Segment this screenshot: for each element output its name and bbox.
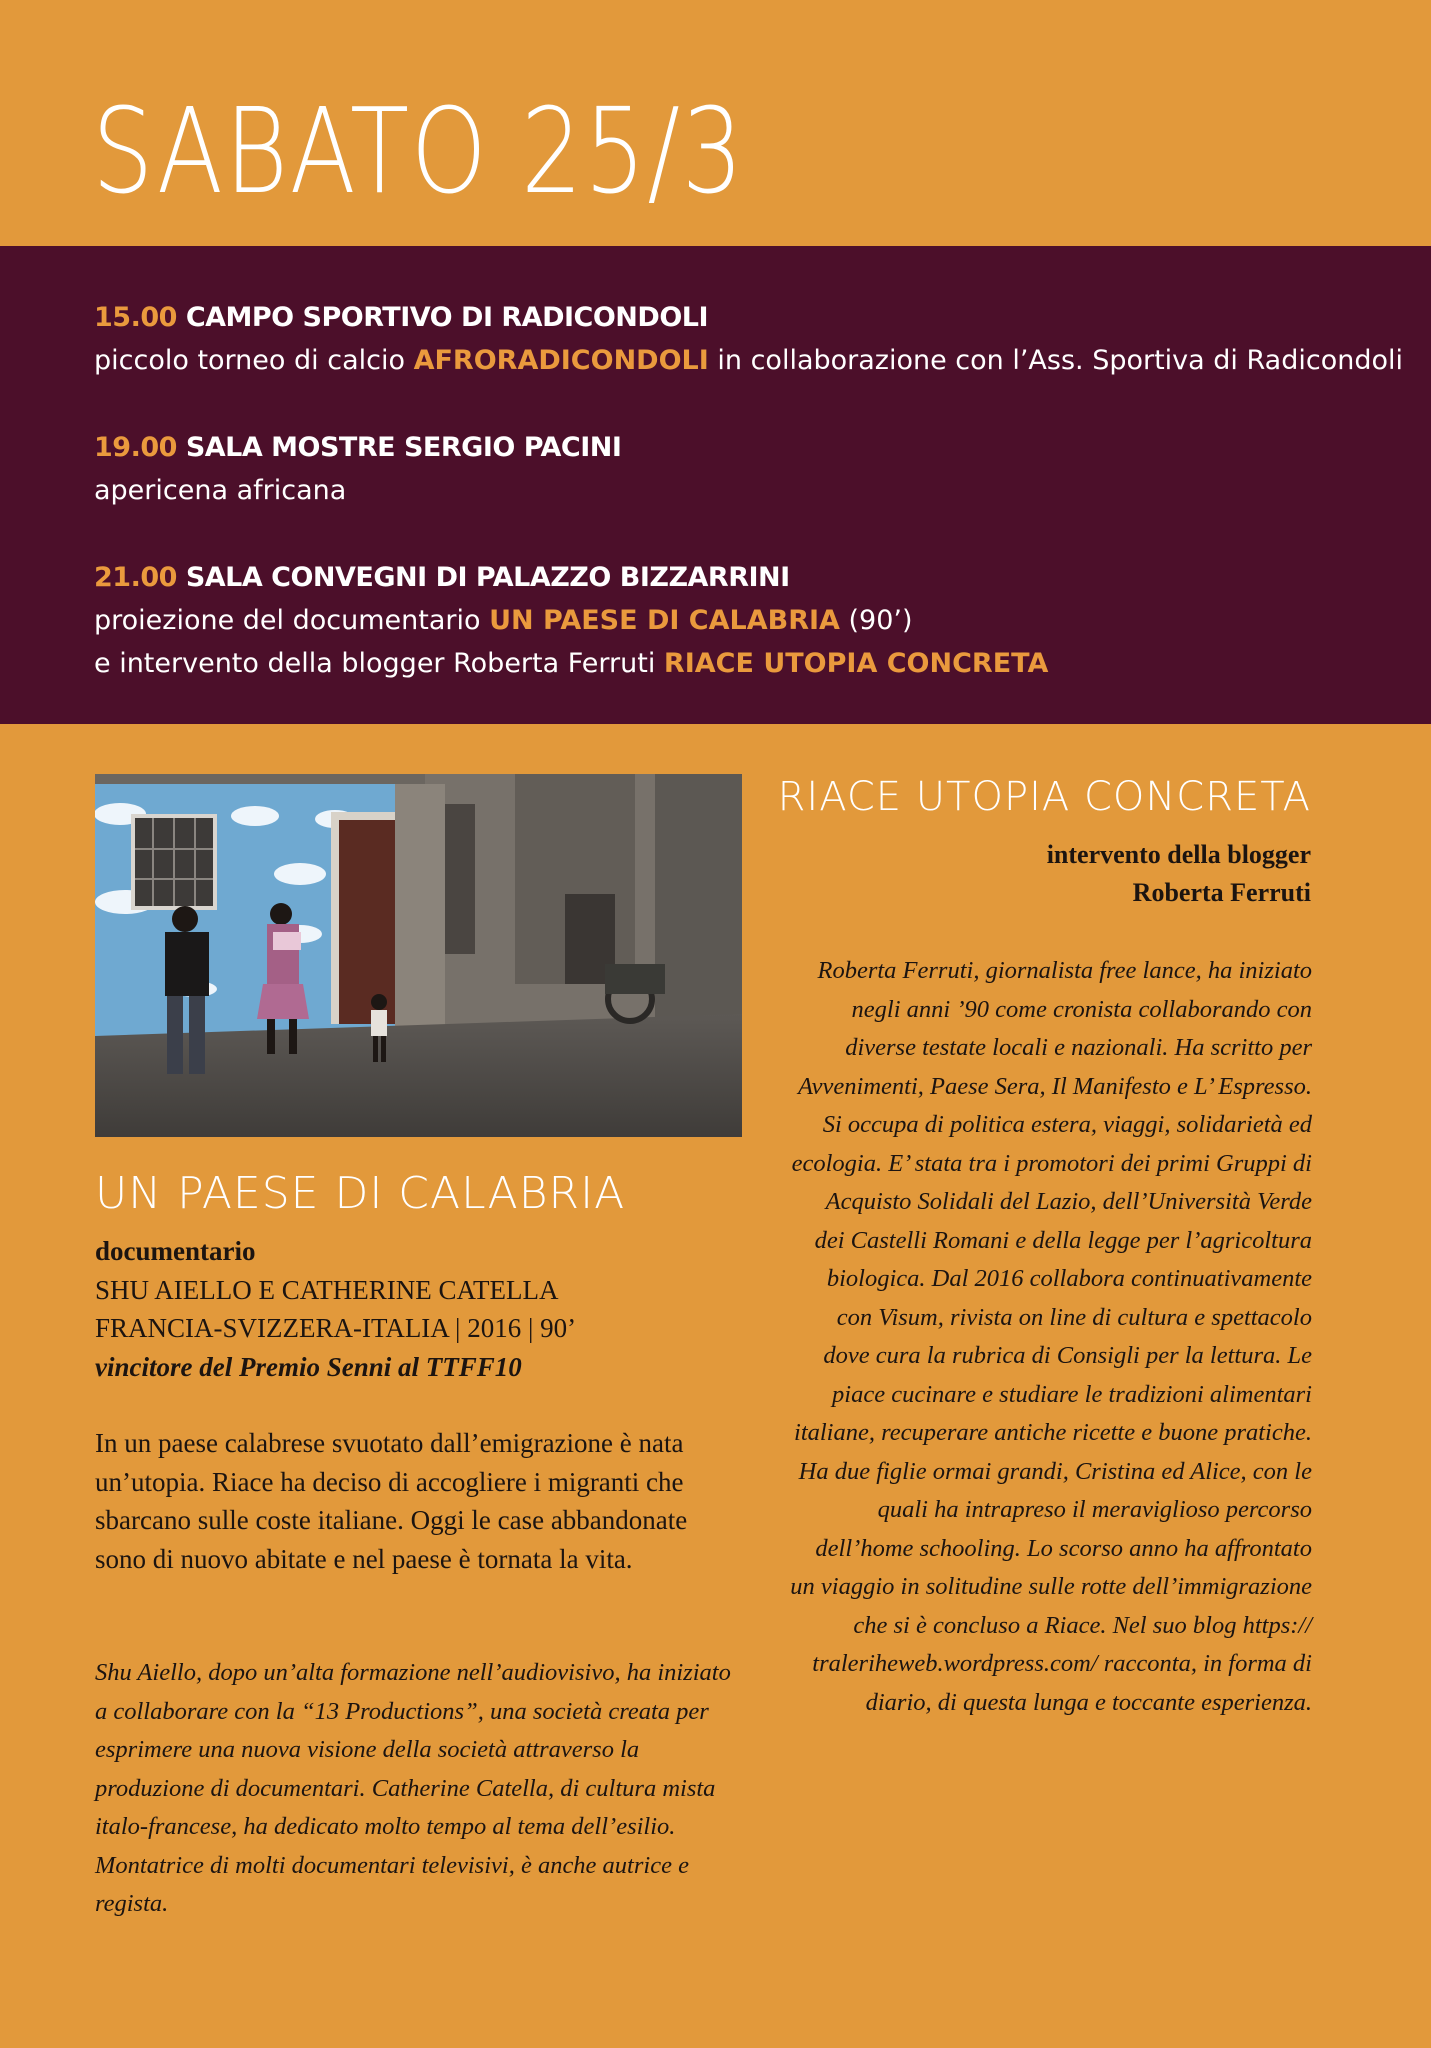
film-kind: documentario <box>95 1236 256 1266</box>
event-2-place: SALA MOSTRE SERGIO PACINI <box>185 432 622 463</box>
event-1 <box>94 296 1403 382</box>
blog-subtitle-line-2: Roberta Ferruti <box>1132 878 1311 907</box>
event-2-heading <box>94 426 621 469</box>
event-1-place: CAMPO SPORTIVO DI RADICONDOLI <box>185 302 709 333</box>
event-1-description <box>94 339 1403 382</box>
page-title: SABATO 25/3 <box>92 82 745 220</box>
blog-title: RIACE UTOPIA CONCRETA <box>777 774 1311 820</box>
film-authors: SHU AIELLO E CATHERINE CATELLA <box>95 1274 559 1305</box>
street-scene-illustration <box>95 774 742 1137</box>
film-production: FRANCIA-SVIZZERA-ITALIA | 2016 | 90’ <box>95 1313 577 1343</box>
event-3-desc-text-2: e intervento della blogger Roberta Ferruti <box>94 648 664 679</box>
film-award: vincitore del Premio Senni al TTFF10 <box>95 1351 522 1382</box>
event-1-time: 15.00 <box>94 302 177 333</box>
blog-subtitle-line-1: intervento della blogger <box>1046 840 1311 869</box>
event-3-heading <box>94 556 1048 599</box>
event-3-description-line-1 <box>94 599 1048 642</box>
film-meta <box>95 1232 735 1386</box>
event-3-desc-text: proiezione del documentario <box>94 605 490 636</box>
event-3-highlight-film: UN PAESE DI CALABRIA <box>489 605 840 636</box>
event-1-desc-text-post: in collaborazione con l’Ass. Sportiva di Radicondoli <box>708 345 1404 376</box>
event-2 <box>94 426 621 512</box>
film-still-photo <box>95 774 742 1137</box>
event-3-time: 21.00 <box>94 562 177 593</box>
event-1-desc-text: piccolo torneo di calcio <box>94 345 414 376</box>
blog-subtitle <box>791 836 1311 912</box>
events-band <box>0 246 1431 724</box>
film-title: UN PAESE DI CALABRIA <box>95 1168 626 1219</box>
event-2-time: 19.00 <box>94 432 177 463</box>
event-1-heading <box>94 296 1403 339</box>
event-2-description: apericena africana <box>94 475 347 506</box>
event-3-desc-duration: (90’) <box>839 605 913 636</box>
event-3-description-line-2 <box>94 642 1048 685</box>
event-3-highlight-blog: RIACE UTOPIA CONCRETA <box>663 648 1049 679</box>
film-authors-bio: Shu Aiello, dopo un’alta formazione nell’audiovisivo, ha iniziato a collaborare con la “13 Productions”, una società creata per esprimere una nuova visione della società attraverso la produzione di documentari. Catherine Catella, di cultura mista italo-francese, ha dedicato molto tempo al tema dell’esilio. Montatrice di molti documentari televisivi, è anche autrice e regista. <box>95 1659 731 1917</box>
header <box>0 0 1431 246</box>
event-3 <box>94 556 1048 685</box>
blogger-bio: Roberta Ferruti, giornalista free lance, ha iniziato negli anni ’90 come cronista collaborando con diverse testate locali e nazionali. Ha scritto per Avvenimenti, Paese Sera, Il Manifesto e L’ Espresso. Si occupa di politica estera, viaggi, solidarietà ed ecologia. E’ stata tra i promotori dei primi Gruppi di Acquisto Solidali del Lazio, dell’Università Verde dei Castelli Romani e della legge per l’agricoltura biologica. Dal 2016 collabora continuativamente con Visum, rivista on line di cultura e spettacolo dove cura la rubrica di Consigli per la lettura. Le piace cucinare e studiare le tradizioni alimentari italiane, recuperare antiche ricette e buone pratiche. Ha due figlie ormai grandi, Cristina ed Alice, con le quali ha intrapreso il meraviglioso percorso dell’home schooling. Lo scorso anno ha affrontato un viaggio in solitudine sulle rotte dell’immigrazione che si è concluso a Riace. Nel suo blog https:// traleriheweb.wordpress.com/ racconta, in forma di diario, di questa lunga e toccante esperienza. <box>790 957 1312 1716</box>
film-synopsis: In un paese calabrese svuotato dall’emigrazione è nata un’utopia. Riace ha deciso di accogliere i migranti che sbarcano sulle coste italiane. Oggi le case abbandonate sono di nuovo abitate e nel paese è tornata la vita. <box>95 1428 688 1574</box>
event-1-highlight: AFRORADICONDOLI <box>413 345 709 376</box>
event-3-place: SALA CONVEGNI DI PALAZZO BIZZARRINI <box>185 562 790 593</box>
